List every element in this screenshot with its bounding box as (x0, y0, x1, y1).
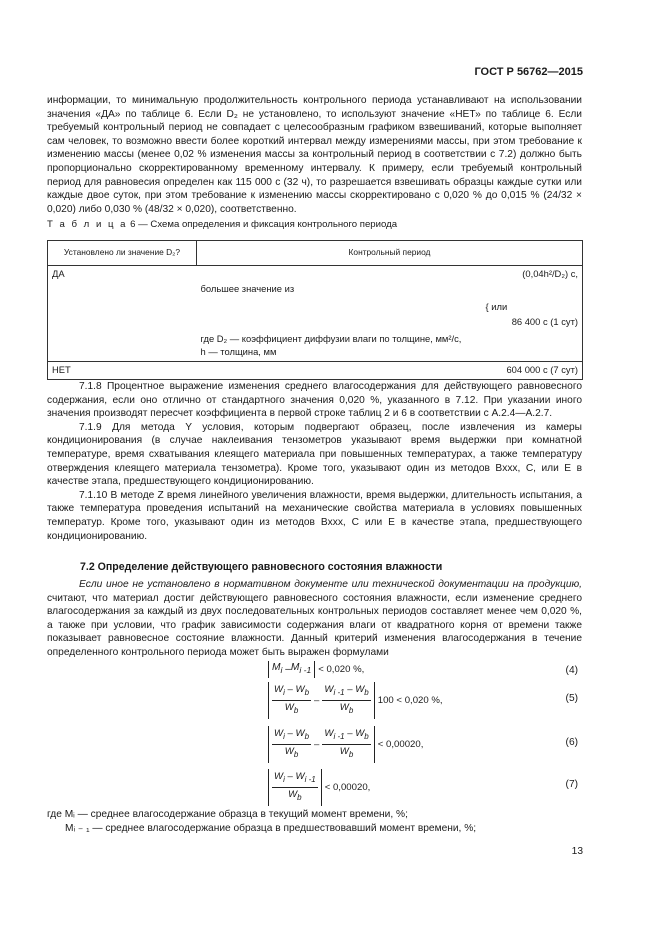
section-italic-lead: Если иное не установлено в нормативном документе или технической документации на продукцию, (79, 579, 582, 590)
formula-5-number: (5) (565, 693, 578, 704)
document-header: ГОСТ Р 56762—2015 (474, 66, 583, 78)
row-yes-line4: 86 400 с (1 сут) (511, 316, 578, 328)
table-row-yes (48, 265, 583, 362)
row-yes-line1: (0,04h²/D₂) с, (522, 267, 578, 279)
row-no-value: 604 000 с (7 сут) (197, 362, 583, 380)
row-yes-label: ДА (48, 265, 197, 362)
formula-4-abs: $M_i$ – $M_{i -1}$ (268, 661, 315, 678)
paragraph-7-1-10: 7.1.10 В методе Z время линейного увеличения влажности, время выдержки, длительность испытания, а также температура проведения испытаний на механические свойства материала в условиях повышенных температур. Кроме того, указывают один из методов Bxxx, C или E в качестве этапа, предшествующего кондиционированию. (47, 489, 582, 542)
formula-5-abs: $\frac{W_i - W_b}{W_b}$ – $\frac{W_{i -1} - W_b}{W_b}$ (268, 682, 375, 719)
formula-6-number: (6) (565, 737, 578, 748)
formula-7-abs: $\frac{W_i - W_{i -1}}{W_b}$ (268, 769, 322, 806)
row-yes-line5: где D₂ — коэффициент диффузии влаги по толщине, мм²/с, (200, 332, 462, 344)
formula-6-rhs: < 0,00020, (377, 738, 424, 750)
col-header-d2: Установлено ли значение D₂? (48, 241, 197, 266)
definition-mi-1: Mᵢ ₋ ₁ — среднее влагосодержание образца в предшествовавший момент времени, %; (65, 822, 477, 834)
table-caption (47, 218, 397, 232)
table-row-no (48, 362, 583, 380)
row-yes-line2: большее значение из (200, 283, 295, 295)
paragraph-7-1-8: 7.1.8 Процентное выражение изменения среднего влагосодержания для действующего равновесного содержания, если оно отлично от стандартного значения 0,020 %, указанного в 7.12. При указании иного значения производят пересчет коэффициента в первой строке таблиц 2 и 6 в соответствии с А.2.4—А.2.7. (47, 381, 582, 420)
formula-4-rhs: < 0,020 %, (318, 663, 365, 675)
variable-definitions (47, 808, 582, 835)
formula-6 (268, 726, 426, 763)
table-header-row (48, 241, 583, 266)
page-number: 13 (571, 846, 583, 857)
formula-7-number: (7) (565, 779, 578, 790)
table-caption-prefix: Т а б л и ц а (47, 219, 128, 230)
table-caption-text: 6 — Схема определения и фиксация контрольного периода (130, 219, 398, 230)
paragraphs-7-1 (47, 380, 582, 543)
formula-7-rhs: < 0,00020, (324, 781, 371, 793)
formula-7 (268, 769, 373, 806)
row-no-label: НЕТ (48, 362, 197, 380)
section-body: считают, что материал достиг действующего равновесного состояния влажности, если изменение среднего влагосодержания за каждый из двух последовательных контрольных периодов составляет менее чем 0,020 %, а также при условии, что график зависимости содержания влаги от квадратного корня от времени также показывает равновесное состояние влажности. Данный критерий изменения влагосодержания в течение определенного контрольного периода может быть выражен формулами (47, 592, 582, 658)
table-6 (47, 240, 583, 380)
formula-5 (268, 682, 446, 719)
formula-5-rhs: 100 < 0,020 %, (377, 694, 443, 706)
col-header-period: Контрольный период (197, 241, 583, 266)
intro-paragraph: информации, то минимальную продолжительность контрольного периода устанавливают на использовании значения «ДА» по таблице 6. Если D₂ не установлено, то используют значение «НЕТ» по таблице 6. Если требуемый контрольный период не совпадает с целесообразным графиком взвешиваний, которые выполняет сам человек, то возможно ввести более короткий интервал между измерениями массы, при этом требование к изменению массы (менее 0,02 % изменения массы за контрольный период в соответствии с 7.2) должно быть пропорционально скорректированному временному интервалу. К примеру, если требуемый контрольный период для равновесия определен как 115 000 с (32 ч), то разрешается взвешивать образцы каждые сутки или каждые двое суток, при этом требование к изменению массы скорректировано с 0,020 % до 0,015 % (24/32 × 0,020) либо 0,030 % (48/32 × 0,020), соответственно. (47, 95, 582, 215)
section-7-2-text (47, 578, 582, 660)
formula-4-number: (4) (565, 665, 578, 676)
formula-6-abs: $\frac{W_i - W_b}{W_b}$ – $\frac{W_{i -1} - W_b}{W_b}$ (268, 726, 375, 763)
formula-4 (268, 661, 367, 678)
paragraph-7-1-9: 7.1.9 Для метода Y условия, которым подвергают образец, после извлечения из камеры кондиционирования (в случае наклеивания тензометров указывают время выдержки при комнатной температуре, время схватывания клеящего материала при повышенных температурах, а также температуру отверждения клеящего материала тензометра). Кроме того, указывают один из методов Bxxx, C, или E в качестве этапа, предшествующего кондиционированию. (47, 421, 582, 488)
section-title-7-2: 7.2 Определение действующего равновесного состояния влажности (80, 561, 443, 573)
row-yes-line3: { или (485, 300, 508, 312)
definition-mi: где Mᵢ — среднее влагосодержание образца в текущий момент времени, %; (47, 809, 408, 820)
row-yes-value (197, 265, 583, 362)
row-yes-line6: h — толщина, мм (200, 345, 277, 357)
